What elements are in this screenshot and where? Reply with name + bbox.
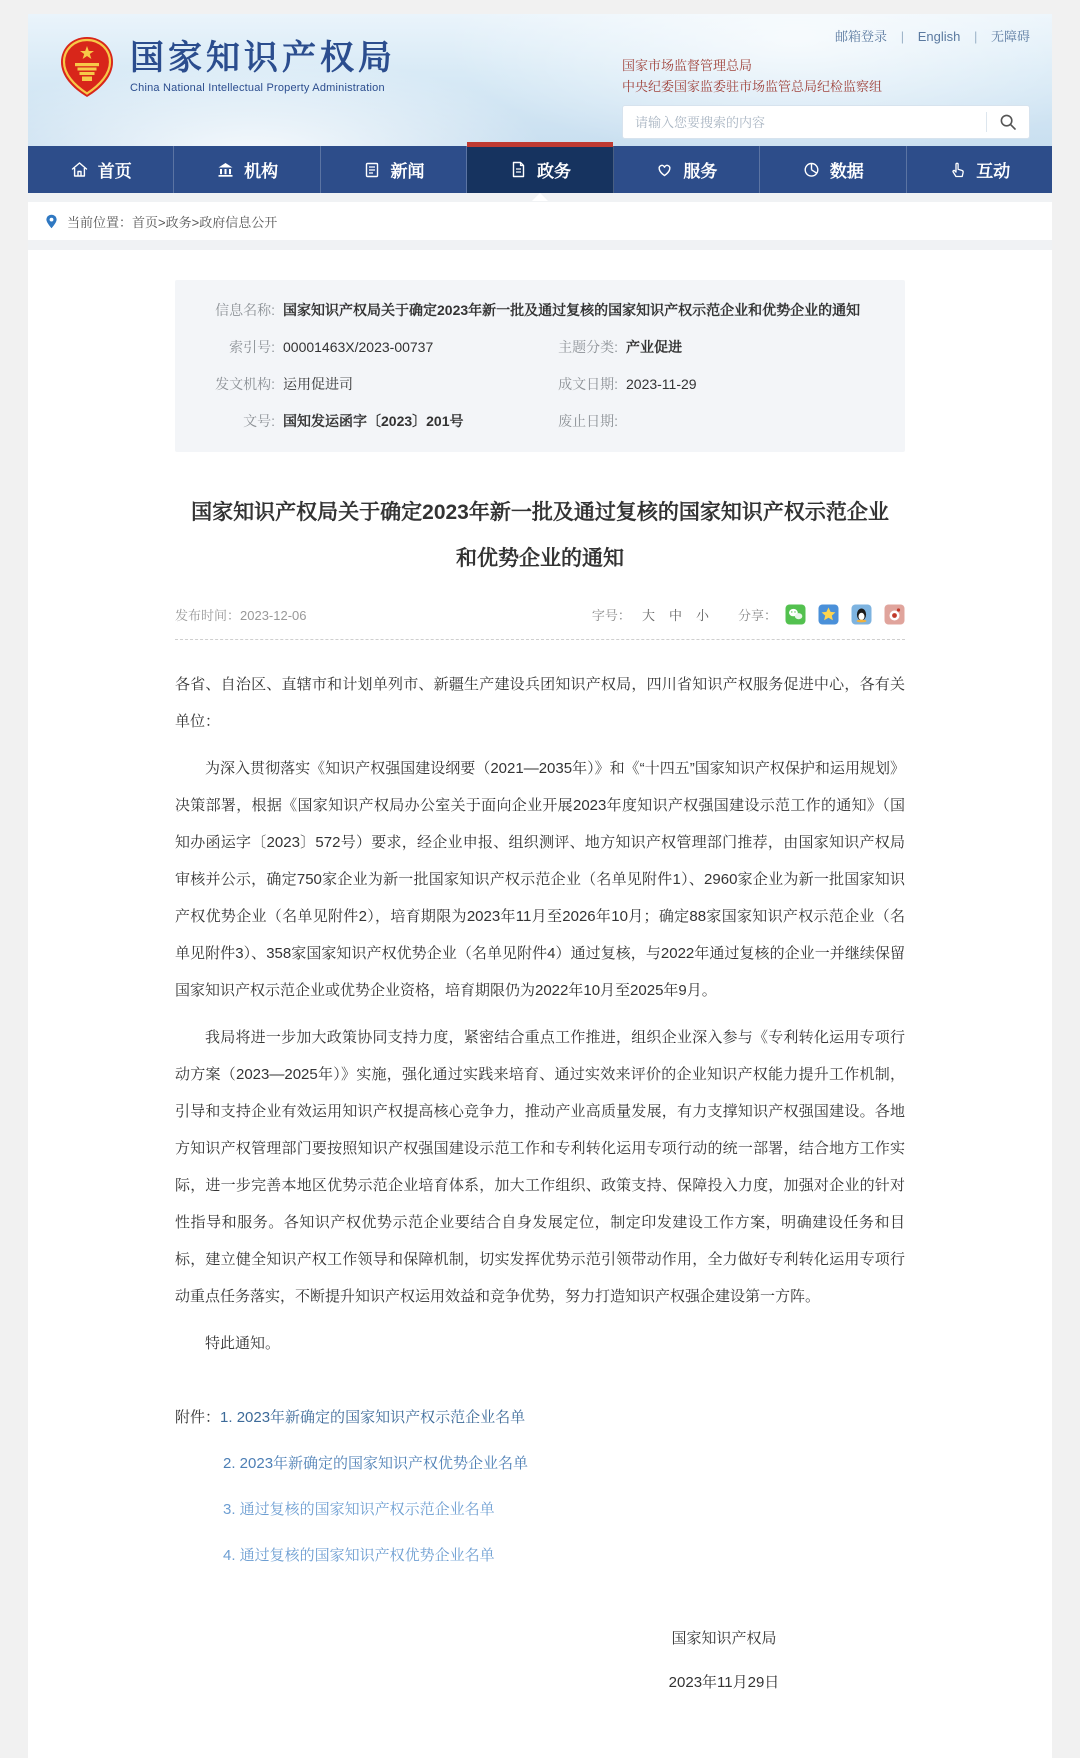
info-value-topic: 产业促进 [626,339,682,355]
nav-label: 数据 [829,162,864,181]
location-pin-icon [44,214,59,229]
utility-separator: | [973,29,978,44]
nav-label: 服务 [683,162,718,181]
attachment-link-3[interactable]: 3. 通过复核的国家知识产权示范企业名单 [223,1501,495,1518]
samr-link[interactable]: 国家市场监督管理总局 [622,58,753,73]
signature-block [609,1624,839,1698]
fontsize-small[interactable]: 小 [695,608,709,623]
nav-label: 机构 [244,162,279,181]
info-value-name: 国家知识产权局关于确定2023年新一批及通过复核的国家知识产权示范企业和优势企业的通知 [283,302,861,318]
nav-tab-service[interactable] [614,146,760,193]
nav-tab-interact[interactable] [907,146,1052,193]
weibo-share-icon[interactable] [884,604,905,625]
article-body [175,666,905,1362]
breadcrumb-path[interactable]: 首页>政务>政府信息公开 [132,214,278,230]
info-row-name [197,292,883,329]
site-container [28,0,1052,1758]
signer-organization: 国家知识产权局 [671,1630,777,1647]
closing-line: 特此通知。 [205,1335,281,1352]
fontsize-medium[interactable]: 中 [668,608,682,623]
main-nav [28,146,1052,193]
attachment-row-2 [175,1452,905,1476]
interact-hand-icon [948,160,967,179]
institution-icon [216,160,235,179]
nav-label: 互动 [976,162,1011,181]
breadcrumb [28,202,1052,240]
info-label: 废止日期: [558,413,618,429]
document-info-table [175,280,905,452]
site-title: 国家知识产权局 [130,39,396,78]
attachment-row-4 [175,1544,905,1568]
data-pie-icon [802,160,821,179]
header-right [622,26,1030,139]
info-value-index: 00001463X/2023-00737 [283,339,434,355]
breadcrumb-prefix: 当前位置： [67,214,133,230]
site-brand[interactable] [58,36,396,98]
utility-links [640,26,1030,45]
info-row-index-topic [197,329,883,366]
home-icon [70,160,89,179]
info-value-docnum: 国知发运函字〔2023〕201号 [283,413,464,429]
discipline-inspection-link[interactable]: 中央纪委国家监委驻市场监管总局纪检监察组 [622,79,883,94]
salutation: 各省、自治区、直辖市和计划单列市、新疆生产建设兵团知识产权局，四川省知识产权服务促进中心，各有关单位： [175,676,905,730]
share-icons [785,604,905,625]
nav-tab-data[interactable] [760,146,906,193]
search-button[interactable] [987,106,1029,138]
main-content [28,250,1052,1758]
nav-tab-government[interactable] [467,146,613,193]
brand-text [130,40,396,93]
site-header [28,14,1052,146]
article-meta-row [175,604,905,625]
fontsize-label: 字号： [591,608,631,623]
publish-date: 2023-12-06 [240,608,307,623]
utility-separator: | [900,29,905,44]
info-label: 发文机构: [215,376,275,392]
qq-share-icon[interactable] [851,604,872,625]
title-line-1: 国家知识产权局关于确定2023年新一批及通过复核的国家知识产权示范企业 [191,501,889,524]
breadcrumb-strip [28,193,1052,250]
attachments [175,1406,905,1568]
fontsize-large[interactable]: 大 [641,608,655,623]
share-label: 分享： [737,608,777,623]
attachment-row-3 [175,1498,905,1522]
info-label: 信息名称: [215,302,275,318]
nav-label: 新闻 [390,162,425,181]
info-label: 主题分类: [558,339,618,355]
signature-date: 2023年11月29日 [668,1674,780,1691]
info-label: 成文日期: [558,376,618,392]
nav-tab-home[interactable] [28,146,174,193]
nav-tab-institution[interactable] [174,146,320,193]
site-subtitle: China National Intellectual Property Administration [130,81,385,94]
mail-login-link[interactable]: 邮箱登录 [835,29,888,44]
info-row-issuer-date [197,366,883,403]
title-line-2: 和优势企业的通知 [456,547,624,570]
info-value-issuer: 运用促进司 [283,376,353,392]
attachment-row-1 [175,1406,905,1430]
wechat-share-icon[interactable] [785,604,806,625]
news-icon [363,160,382,179]
search-icon [999,113,1017,131]
accessibility-link[interactable]: 无障碍 [990,29,1030,44]
attachment-link-2[interactable]: 2. 2023年新确定的国家知识产权优势企业名单 [223,1455,529,1472]
attachments-label: 附件： [175,1409,221,1426]
service-heart-icon [655,160,674,179]
english-link[interactable]: English [917,29,961,44]
publish-label: 发布时间： [175,608,241,623]
government-doc-icon [509,160,528,179]
info-row-docnum-repeal [197,403,883,440]
search-input[interactable] [623,106,986,138]
national-emblem-logo [58,36,116,98]
search-bar [622,105,1030,139]
attachment-link-1[interactable]: 1. 2023年新确定的国家知识产权示范企业名单 [220,1409,526,1426]
info-label: 文号: [243,413,275,429]
publish-time [175,605,307,624]
dashed-divider [175,639,905,640]
nav-label: 首页 [97,162,132,181]
info-label: 索引号: [229,339,275,355]
nav-tab-news[interactable] [321,146,467,193]
page-title [150,490,930,582]
attachment-link-4[interactable]: 4. 通过复核的国家知识产权优势企业名单 [223,1547,495,1564]
qzone-share-icon[interactable] [818,604,839,625]
paragraph-2: 我局将进一步加大政策协同支持力度，紧密结合重点工作推进，组织企业深入参与《专利转化运用专项行动方案（2023—2025年）》实施，强化通过实践来培育、通过实效来评价的企业知识产权能力提升工作机制，引导和支持企业有效运用知识产权提高核心竞争力，推动产业高质量发展，有力支撑知识产权强国建设。各地方知识产权管理部门要按照知识产权强国建设示范工作和专利转化运用专项行动的统一部署，结合地方工作实际，进一步完善本地区优势示范企业培育体系，加大工作组织、政策支持、保障投入力度，加强对企业的针对性指导和服务。各知识产权优势示范企业要结合自身发展定位，制定印发建设工作方案，明确建设任务和目标，建立健全知识产权工作领导和保障机制，切实发挥优势示范引领带动作用，全力做好专利转化运用专项行动重点任务落实，不断提升知识产权运用效益和竞争优势，努力打造知识产权强企建设第一方阵。 [175,1029,905,1305]
related-links [622,55,1030,97]
info-value-date: 2023-11-29 [626,376,697,392]
paragraph-1: 为深入贯彻落实《知识产权强国建设纲要（2021—2035年）》和《“十四五”国家知识产权保护和运用规划》决策部署，根据《国家知识产权局办公室关于面向企业开展2023年度知识产权强国建设示范工作的通知》（国知办函运字〔2023〕572号）要求，经企业申报、组织测评、地方知识产权管理部门推荐，由国家知识产权局审核并公示，确定750家企业为新一批国家知识产权示范企业（名单见附件1）、2960家企业为新一批国家知识产权优势企业（名单见附件2），培育期限为2023年11月至2026年10月；确定88家国家知识产权示范企业（名单见附件3）、358家国家知识产权优势企业（名单见附件4）通过复核，与2022年通过复核的企业一并继续保留国家知识产权示范企业或优势企业资格，培育期限仍为2022年10月至2025年9月。 [175,760,905,999]
nav-label: 政务 [536,162,571,181]
